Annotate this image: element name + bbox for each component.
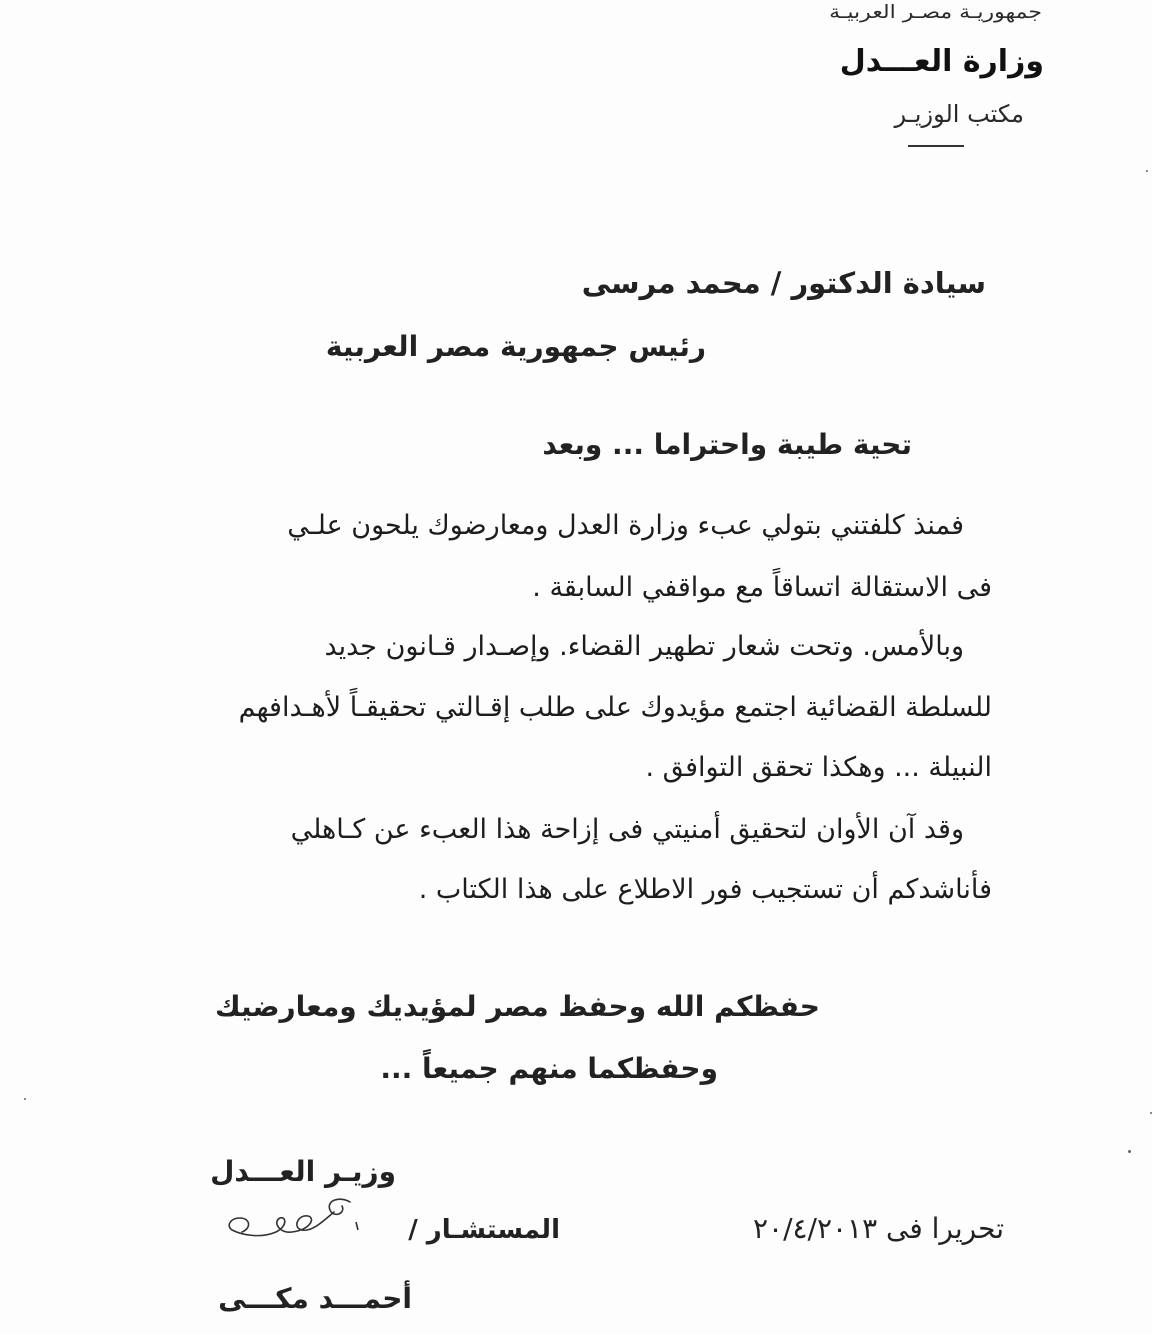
date-line: تحريرا فى ٢٠/٤/٢٠١٣ [752,1212,1004,1245]
body-line-2: فى الاستقالة اتساقاً مع مواقفي السابقة . [532,572,992,603]
body-line-5: النبيلة ... وهكذا تحقق التوافق . [645,752,992,783]
body-line-3: وبالأمس. وتحت شعار تطهير القضاء. وإصـدار قـانون جديد [324,631,964,662]
header-ministry: وزارة العـــدل [839,44,1044,79]
scan-speck [24,1098,26,1100]
body-line-6: وقد آن الأوان لتحقيق أمنيتي فى إزاحة هذا العبء عن كـاهلي [290,814,964,845]
handwritten-signature [222,1192,362,1242]
scan-speck [1128,1150,1131,1153]
scan-speck [1146,170,1148,172]
header-divider [908,145,964,147]
closing-line-2: وحفظكما منهم جميعاً ... [380,1052,718,1085]
counselor-label: المستشـار / [408,1215,560,1245]
body-line-1: فمنذ كلفتني بتولي عبء وزارة العدل ومعارضوك يلحون علـي [287,510,964,541]
body-line-4: للسلطة القضائية اجتمع مؤيدوك على طلب إقـالتي تحقيقـاً لأهـدافهم [238,692,992,723]
header-country: جمهوريـة مصـر العربيـة [829,1,1042,24]
closing-line-1: حفظكم الله وحفظ مصر لمؤيديك ومعارضيك [214,990,820,1023]
signatory-name: أحمـــد مكـــى [218,1282,412,1315]
signature-title: وزيـر العـــدل [210,1155,396,1188]
greeting: تحية طيبة واحتراما ... وبعد [542,428,912,461]
recipient-title: رئيس جمهورية مصر العربية [325,330,706,363]
body-line-7: فأناشدكم أن تستجيب فور الاطلاع على هذا الكتاب . [418,874,992,905]
header-office: مكتب الوزيـر [894,100,1024,128]
recipient-name: سيادة الدكتور / محمد مرسى [581,266,986,300]
